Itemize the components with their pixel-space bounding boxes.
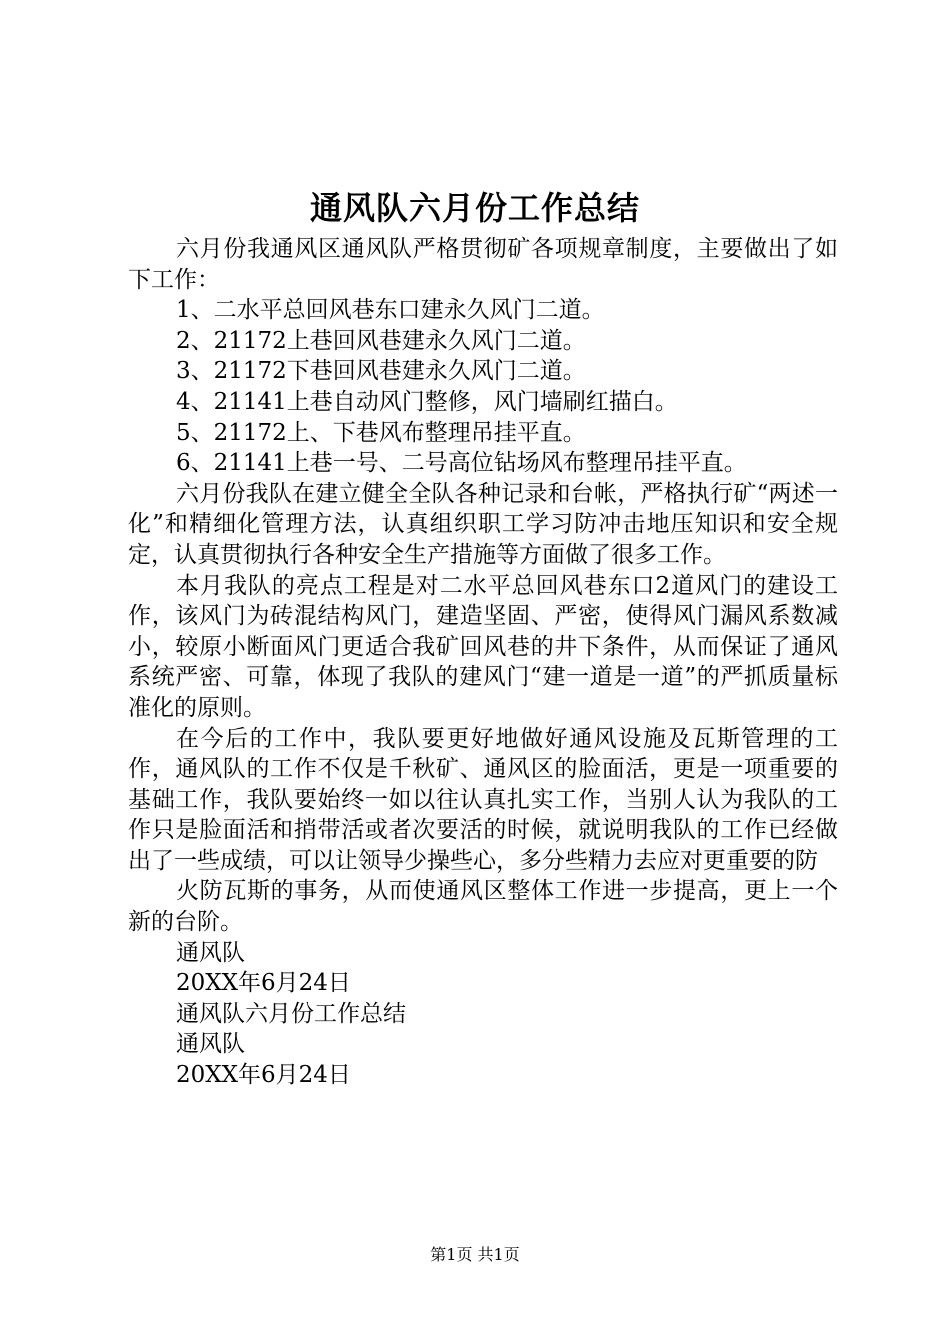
list-item: 1、二水平总回风巷东口建永久风门二道。 [176,297,605,324]
paragraph-future: 在今后的工作中，我队要更好地做好通风设施及瓦斯管理的工作，通风队的工作不仅是千秋矿、通风区的脸面活，更是一项重要的基础工作，我队要始终一如以往认真扎实工作，当别人认为我队的工作只是脸面活和捎带活或者次要活的时候，就说明我队的工作已经做出了一些成绩，可以让领导少操些心，多分些精力去应对更重要的防 [128,725,838,874]
paragraph-continuation: 火防瓦斯的事务，从而使通风区整体工作进一步提高，更上一个新的台阶。 [128,878,838,936]
page-footer: 第1页 共1页 [430,1245,520,1264]
list-item: 6、21141上巷一号、二号高位钻场风布整理吊挂平直。 [176,450,747,477]
signature-date: 20XX年6月24日 [176,1062,351,1089]
paragraph-records: 六月份我队在建立健全全队各种记录和台帐，严格执行矿“两述一化”和精细化管理方法，认真组织职工学习防冲击地压知识和安全规定，认真贯彻执行各种安全生产措施等方面做了很多工作。 [128,480,838,568]
signature-team: 通风队 [176,1031,245,1058]
repeat-title: 通风队六月份工作总结 [176,1000,406,1027]
signature-team: 通风队 [176,939,245,966]
list-item: 2、21172上巷回风巷建永久风门二道。 [176,327,586,354]
paragraph-intro: 六月份我通风区通风队严格贯彻矿各项规章制度，主要做出了如下工作： [128,236,838,293]
list-item: 5、21172上、下巷风布整理吊挂平直。 [176,419,586,446]
list-item: 4、21141上巷自动风门整修，风门墙刷红描白。 [176,388,678,415]
list-item: 3、21172下巷回风巷建永久风门二道。 [176,358,586,385]
document-title: 通风队六月份工作总结 [309,189,640,227]
document-body [128,234,838,1091]
signature-date: 20XX年6月24日 [176,970,351,997]
paragraph-highlight: 本月我队的亮点工程是对二水平总回风巷东口2道风门的建设工作，该风门为砖混结构风门，建造坚固、严密，使得风门漏风系数减小，较原小断面风门更适合我矿回风巷的井下条件，从而保证了通风系统严密、可靠，体现了我队的建风门“建一道是一道”的严抓质量标准化的原则。 [128,572,838,721]
